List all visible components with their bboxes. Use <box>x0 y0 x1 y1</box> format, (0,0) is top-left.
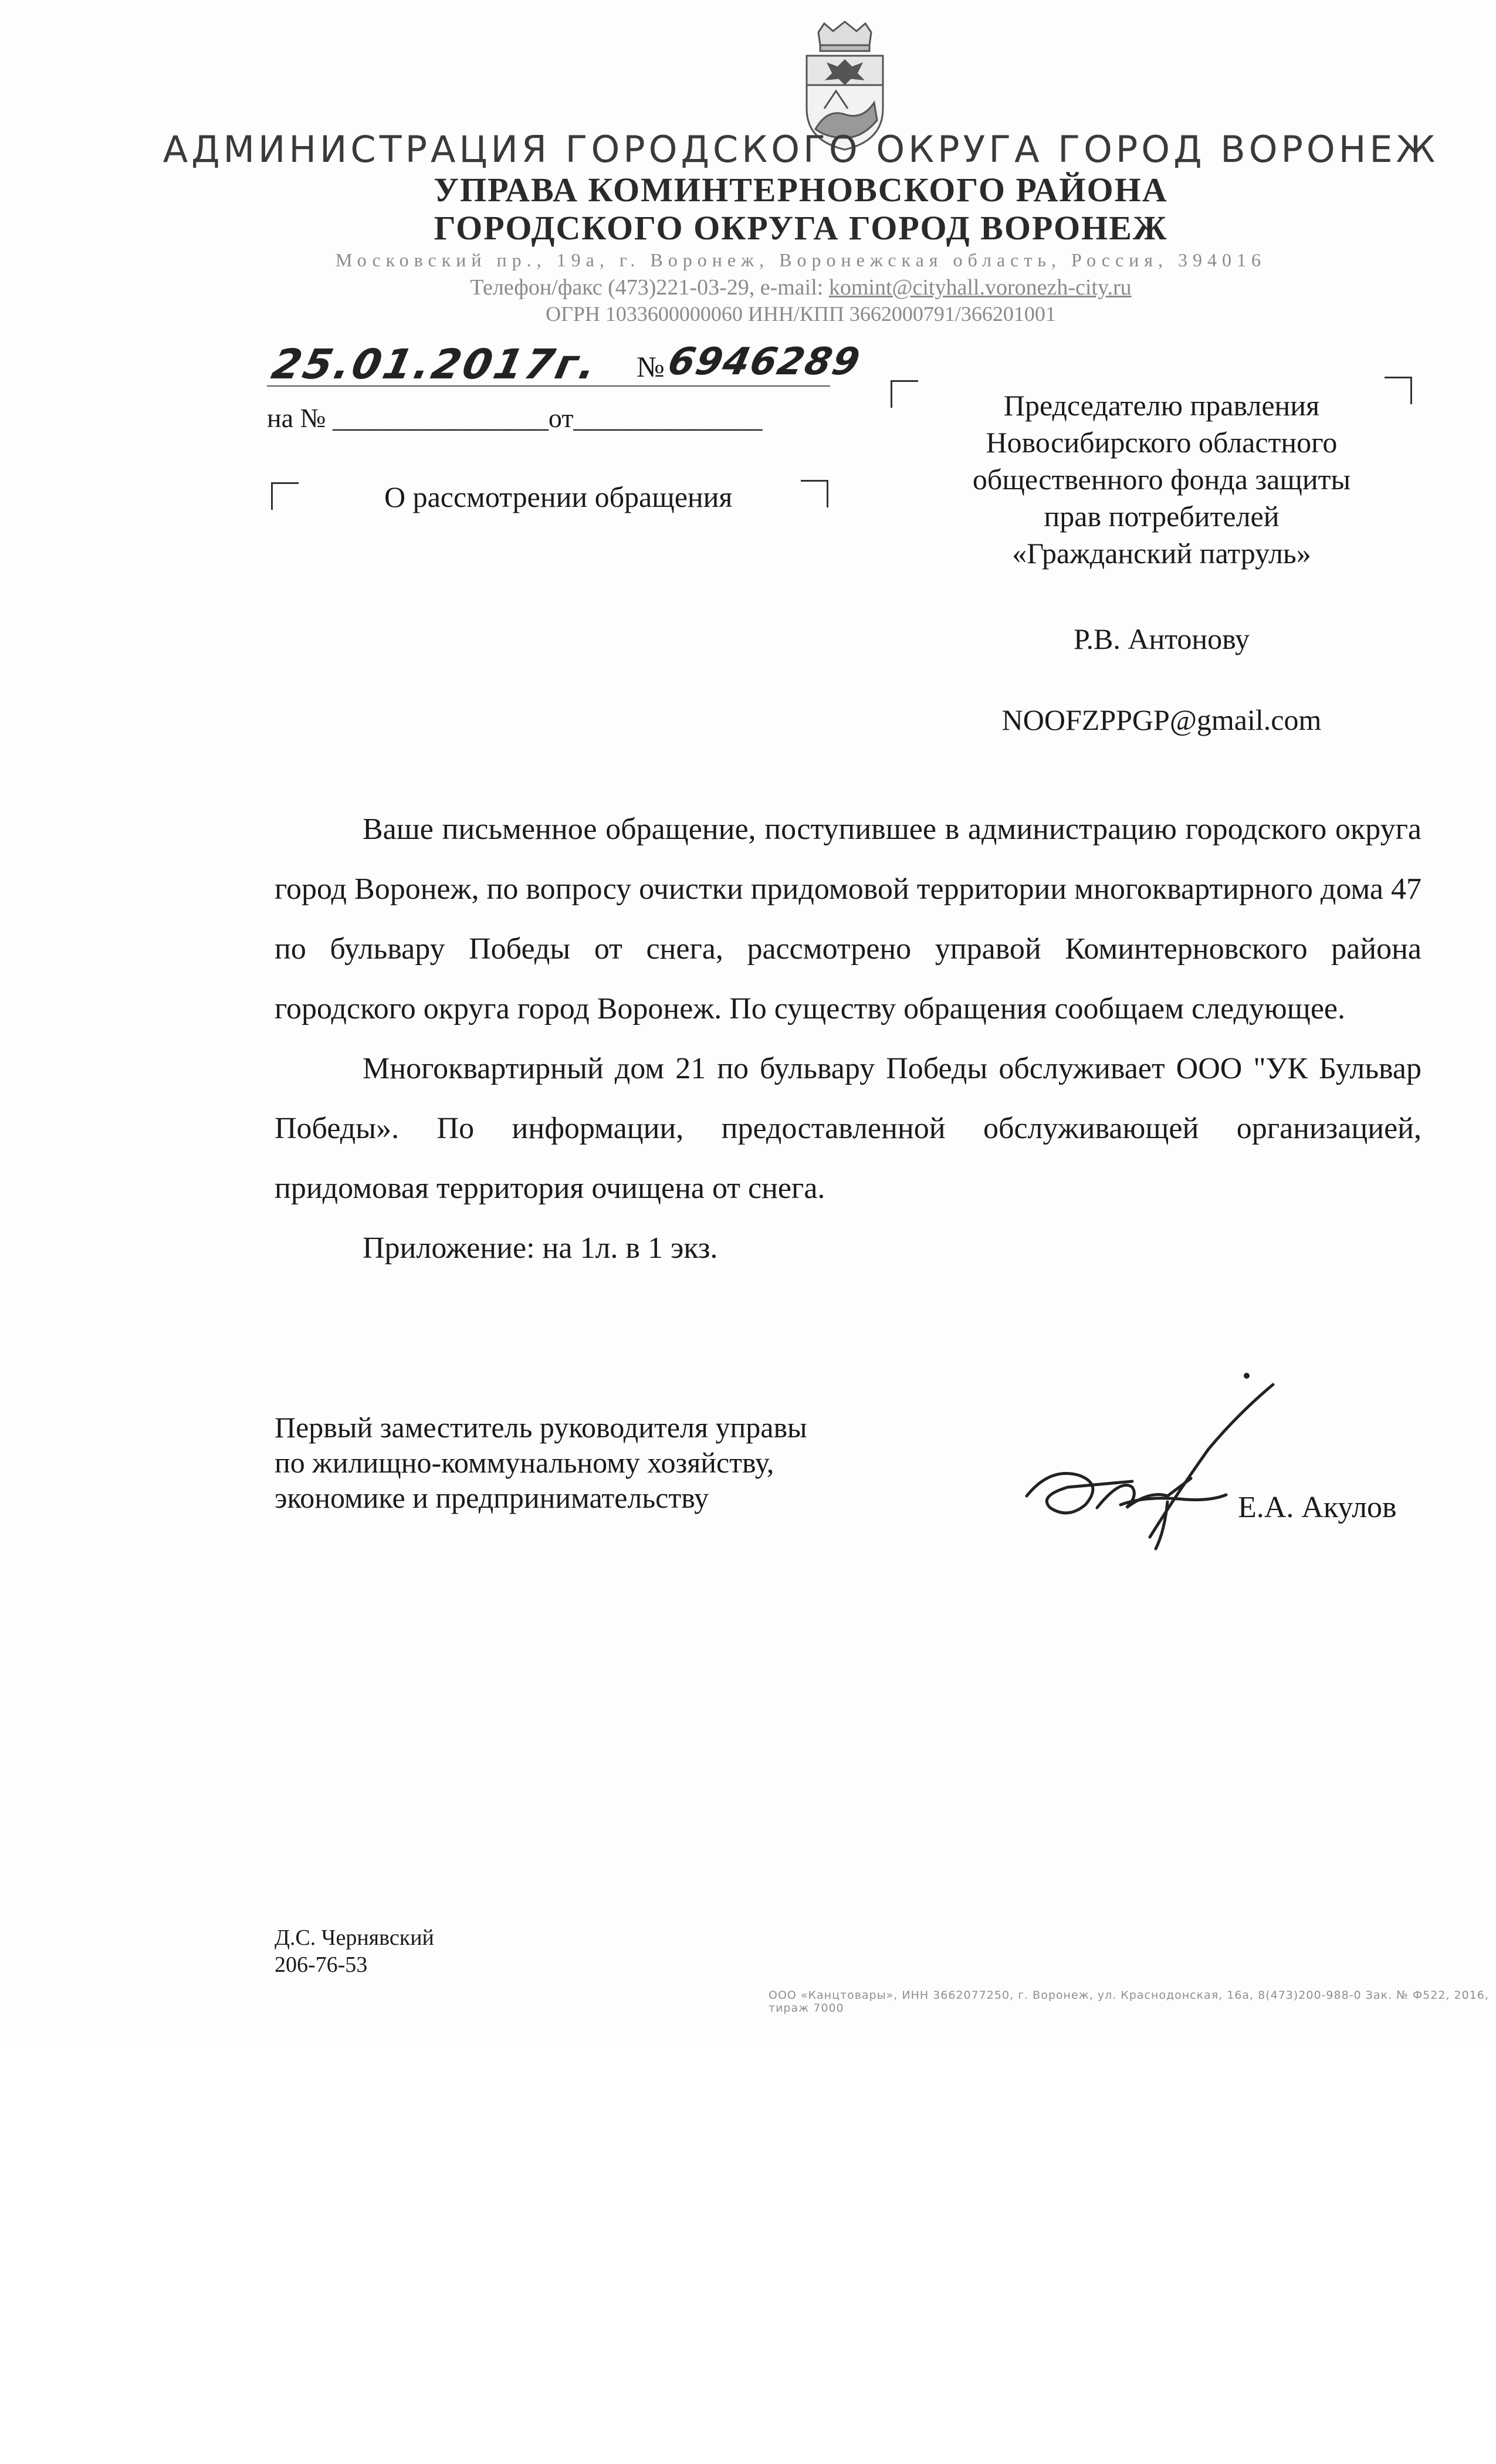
signatory-name: Е.А. Акулов <box>1238 1491 1397 1524</box>
blank-area <box>0 2047 1496 2464</box>
print-imprint: ООО «Канцтовары», ИНН 3662077250, г. Воронеж, ул. Краснодонская, 16а, 8(473)200-988-0 Зак. № Ф522, 2016, тираж 7000 <box>769 1989 1489 2015</box>
signatory-title-line: по жилищно-коммунальному хозяйству, <box>275 1446 774 1479</box>
executor-name: Д.С. Чернявский <box>275 1925 434 1950</box>
executor-phone: 206-76-53 <box>275 1952 368 1977</box>
recipient-bracket-left <box>891 380 918 408</box>
executor-block <box>275 1924 434 1978</box>
header-address: Московский пр., 19а, г. Воронеж, Воронежская область, Россия, 394016 <box>336 249 1266 270</box>
administration-title: АДМИНИСТРАЦИЯ ГОРОДСКОГО ОКРУГА ГОРОД ВОРОНЕЖ <box>163 128 1439 171</box>
body-paragraph: Ваше письменное обращение, поступившее в администрацию городского округа город Воронеж, по вопросу очистки придомовой территории многоквартирного дома 47 по бульвару Победы от снега, рассмотрено управой Коминтерновского района городского округа город Воронеж. По существу обращения сообщаем следующее. <box>275 813 1421 1025</box>
letter-body <box>275 800 1421 1278</box>
signatory-title <box>275 1410 807 1515</box>
okrug-title: ГОРОДСКОГО ОКРУГА ГОРОД ВОРОНЕЖ <box>434 209 1168 247</box>
recipient-block <box>915 387 1408 572</box>
letter-subject: О рассмотрении обращения <box>384 480 733 513</box>
recipient-line: Председателю правления <box>1003 389 1320 422</box>
signatory-title-line: Первый заместитель руководителя управы <box>275 1411 807 1444</box>
header-email-link[interactable]: komint@cityhall.voronezh-city.ru <box>828 275 1132 300</box>
subject-bracket-left <box>271 482 299 510</box>
handwritten-date: 25.01.2017г. <box>268 340 603 388</box>
header-contacts <box>0 275 1496 300</box>
recipient-line: прав потребителей <box>1044 500 1280 533</box>
handwritten-number: 6946289 <box>664 340 865 384</box>
recipient-line: «Гражданский патруль» <box>1012 537 1311 570</box>
header-ogrn: ОГРН 1033600000060 ИНН/КПП 3662000791/366201001 <box>546 302 1056 326</box>
handwritten-signature-icon <box>1015 1361 1285 1566</box>
number-sign: № <box>637 350 665 383</box>
reply-reference-line: на № ________________от______________ <box>267 403 763 433</box>
recipient-name: Р.В. Антонову <box>1073 622 1250 655</box>
recipient-email: NOOFZPPGP@gmail.com <box>1001 703 1322 736</box>
body-attachment-note: Приложение: на 1л. в 1 экз. <box>363 1231 718 1265</box>
header-phone: Телефон/факс (473)221-03-29, e-mail: <box>470 275 829 300</box>
subject-bracket-right <box>801 480 828 507</box>
body-paragraph: Многоквартирный дом 21 по бульвару Победы обслуживает ООО "УК Бульвар Победы». По информации, предоставленной обслуживающей организацией, придомовая территория очищена от снега. <box>275 1052 1421 1205</box>
signatory-title-line: экономике и предпринимательству <box>275 1481 709 1514</box>
recipient-line: общественного фонда защиты <box>972 463 1351 496</box>
recipient-line: Новосибирского областного <box>986 426 1338 459</box>
uprava-title: УПРАВА КОМИНТЕРНОВСКОГО РАЙОНА <box>434 171 1168 209</box>
